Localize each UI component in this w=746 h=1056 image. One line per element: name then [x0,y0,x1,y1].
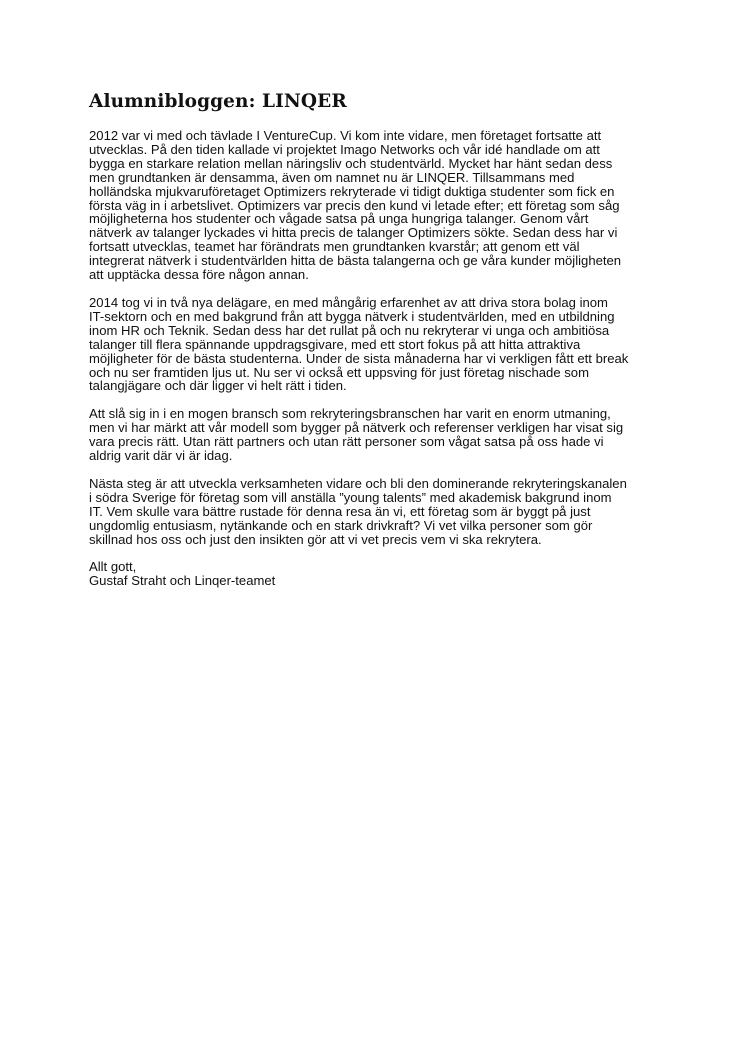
text-line: utvecklas. På den tiden kallade vi projektet Imago Networks och vår idé handlade om att [89,141,600,157]
text-line: IT-sektorn och en med bakgrund från att bygga nätverk i studentvärlden, med en utbildning [89,308,615,324]
text-line: bygga en starkare relation mellan näringsliv och studentvärld. Mycket har hänt sedan dess [89,155,613,171]
text-line: inom HR och Teknik. Sedan dess har det rullat på och nu rekryterar vi unga och ambitiösa [89,322,610,338]
paragraph-4 [89,477,669,547]
text-line: och nu ser framtiden ljus ut. Nu ser vi också ett uppsving för just företag nischade som [89,364,589,380]
text-line: Att slå sig in i en mogen bransch som rekryteringsbranschen har varit en enorm utmaning, [89,406,611,422]
paragraph-2 [89,296,669,393]
text-line: nätverk av talanger lyckades vi hitta precis de talanger Optimizers sökte. Sedan dess har vi [89,225,618,241]
text-line: 2014 tog vi in två nya delägare, en med mångårig erfarenhet av att driva stora bolag inom [89,294,608,310]
text-line: vara precis rätt. Utan rätt partners och utan rätt personer som vågat satsa på oss hade vi [89,434,604,450]
text-line: integrerat nätverk i studentvärlden hitta de bästa talangerna och ge våra kunder möjligheten [89,253,622,269]
text-line: Nästa steg är att utveckla verksamheten vidare och bli den dominerande rekryteringskanalen [89,475,627,491]
text-line: att upptäcka dessa före någon annan. [89,267,309,283]
text-line: i södra Sverige för företag som vill anställa ”young talents” med akademisk bakgrund inom [89,489,612,505]
text-line: möjligheterna hos studenter och vågade satsa på unga hungriga talanger. Genom vårt [89,211,589,227]
closing-greeting: Allt gott, [89,559,137,575]
text-line: IT. Vem skulle vara bättre rustade för denna resa än vi, ett företag som är byggt på just [89,503,591,519]
document-body [89,91,669,602]
text-line: ungdomlig entusiasm, nytänkande och en stark drivkraft? Vi vet vilka personer som gör [89,517,593,533]
text-line: men vi har märkt att vår modell som bygger på nätverk och referenser verkligen har visat sig [89,420,624,436]
text-line: talangjägare och där ligger vi helt rätt i tiden. [89,378,347,394]
signature-name: Gustaf Straht och Linqer-teamet [89,573,276,589]
text-line: men grundtanken är densamma, även om namnet nu är LINQER. Tillsammans med [89,169,575,185]
paragraph-3 [89,407,669,463]
text-line: möjligheter för de bästa studenterna. Under de sista månaderna har vi verkligen fått ett break [89,350,629,366]
closing-signature [89,560,669,588]
paragraph-1 [89,129,669,282]
text-line: talanger till flera spännande uppdragsgivare, med ett stort fokus på att hitta attraktiva [89,336,581,352]
text-line: 2012 var vi med och tävlade I VentureCup. Vi kom inte vidare, men företaget fortsatte att [89,128,602,143]
text-line: första väg in i arbetslivet. Optimizers var precis den kund vi letade efter; ett företag som såg [89,197,620,213]
text-line: holländska mjukvaruföretaget Optimizers rekryterade vi tidigt duktiga studenter som fick en [89,183,615,199]
text-line: fortsatt utvecklas, teamet har förändrats men grundtanken kvarstår; att genom ett väl [89,239,580,255]
document-title: Alumnibloggen: LINQER [89,91,347,112]
text-line: skillnad hos oss och just den insikten gör att vi vet precis vem vi ska rekrytera. [89,531,542,547]
text-line: aldrig varit där vi är idag. [89,448,233,464]
